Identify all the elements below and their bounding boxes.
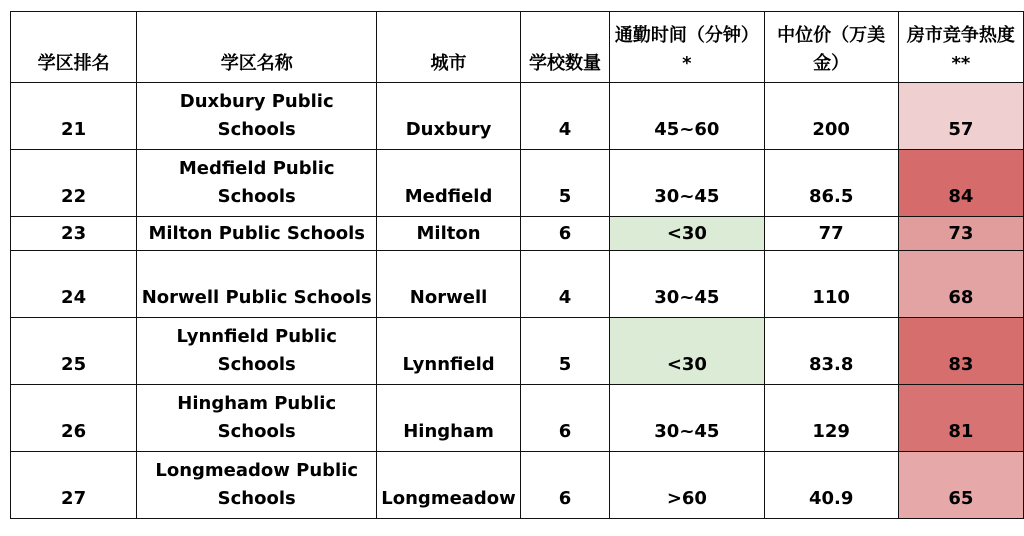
rank-cell: 27: [11, 452, 137, 519]
table-row: [11, 452, 1024, 519]
market-heat-cell: 73: [898, 217, 1023, 251]
market-heat-cell: 81: [898, 385, 1023, 452]
school-count-cell: 5: [520, 150, 609, 217]
commute-cell: 45~60: [610, 83, 764, 150]
table-row: [11, 217, 1024, 251]
median-price-cell: 86.5: [764, 150, 898, 217]
district-name-cell: Milton Public Schools: [137, 217, 377, 251]
rank-cell: 25: [11, 318, 137, 385]
school-count-cell: 4: [520, 83, 609, 150]
commute-cell: <30: [610, 318, 764, 385]
table-row: [11, 385, 1024, 452]
market-heat-cell: 68: [898, 251, 1023, 318]
city-cell: Lynnfield: [377, 318, 521, 385]
rank-cell: 22: [11, 150, 137, 217]
header-row: [11, 12, 1024, 83]
district-name-cell: Duxbury Public Schools: [137, 83, 377, 150]
table-row: [11, 150, 1024, 217]
rank-cell: 21: [11, 83, 137, 150]
school-district-table: [10, 11, 1024, 519]
median-price-cell: 40.9: [764, 452, 898, 519]
commute-cell: 30~45: [610, 150, 764, 217]
market-heat-cell: 84: [898, 150, 1023, 217]
header-city: 城市: [377, 12, 521, 83]
district-name-cell: Lynnfield Public Schools: [137, 318, 377, 385]
school-count-cell: 6: [520, 217, 609, 251]
median-price-cell: 200: [764, 83, 898, 150]
market-heat-cell: 57: [898, 83, 1023, 150]
rank-cell: 23: [11, 217, 137, 251]
school-count-cell: 4: [520, 251, 609, 318]
commute-cell: 30~45: [610, 251, 764, 318]
district-name-cell: Hingham Public Schools: [137, 385, 377, 452]
table-row: [11, 251, 1024, 318]
header-rank: 学区排名: [11, 12, 137, 83]
header-commute: 通勤时间（分钟）*: [610, 12, 764, 83]
table-row: [11, 318, 1024, 385]
school-count-cell: 5: [520, 318, 609, 385]
header-market-heat: 房市竞争热度**: [898, 12, 1023, 83]
median-price-cell: 77: [764, 217, 898, 251]
city-cell: Duxbury: [377, 83, 521, 150]
district-name-cell: Norwell Public Schools: [137, 251, 377, 318]
district-name-cell: Longmeadow Public Schools: [137, 452, 377, 519]
header-median-price: 中位价（万美金）: [764, 12, 898, 83]
market-heat-cell: 83: [898, 318, 1023, 385]
median-price-cell: 83.8: [764, 318, 898, 385]
table-row: [11, 83, 1024, 150]
commute-cell: <30: [610, 217, 764, 251]
header-district-name: 学区名称: [137, 12, 377, 83]
city-cell: Longmeadow: [377, 452, 521, 519]
median-price-cell: 129: [764, 385, 898, 452]
school-count-cell: 6: [520, 452, 609, 519]
median-price-cell: 110: [764, 251, 898, 318]
district-name-cell: Medfield Public Schools: [137, 150, 377, 217]
commute-cell: >60: [610, 452, 764, 519]
city-cell: Norwell: [377, 251, 521, 318]
market-heat-cell: 65: [898, 452, 1023, 519]
rank-cell: 26: [11, 385, 137, 452]
school-count-cell: 6: [520, 385, 609, 452]
rank-cell: 24: [11, 251, 137, 318]
city-cell: Medfield: [377, 150, 521, 217]
city-cell: Hingham: [377, 385, 521, 452]
commute-cell: 30~45: [610, 385, 764, 452]
header-school-count: 学校数量: [520, 12, 609, 83]
city-cell: Milton: [377, 217, 521, 251]
